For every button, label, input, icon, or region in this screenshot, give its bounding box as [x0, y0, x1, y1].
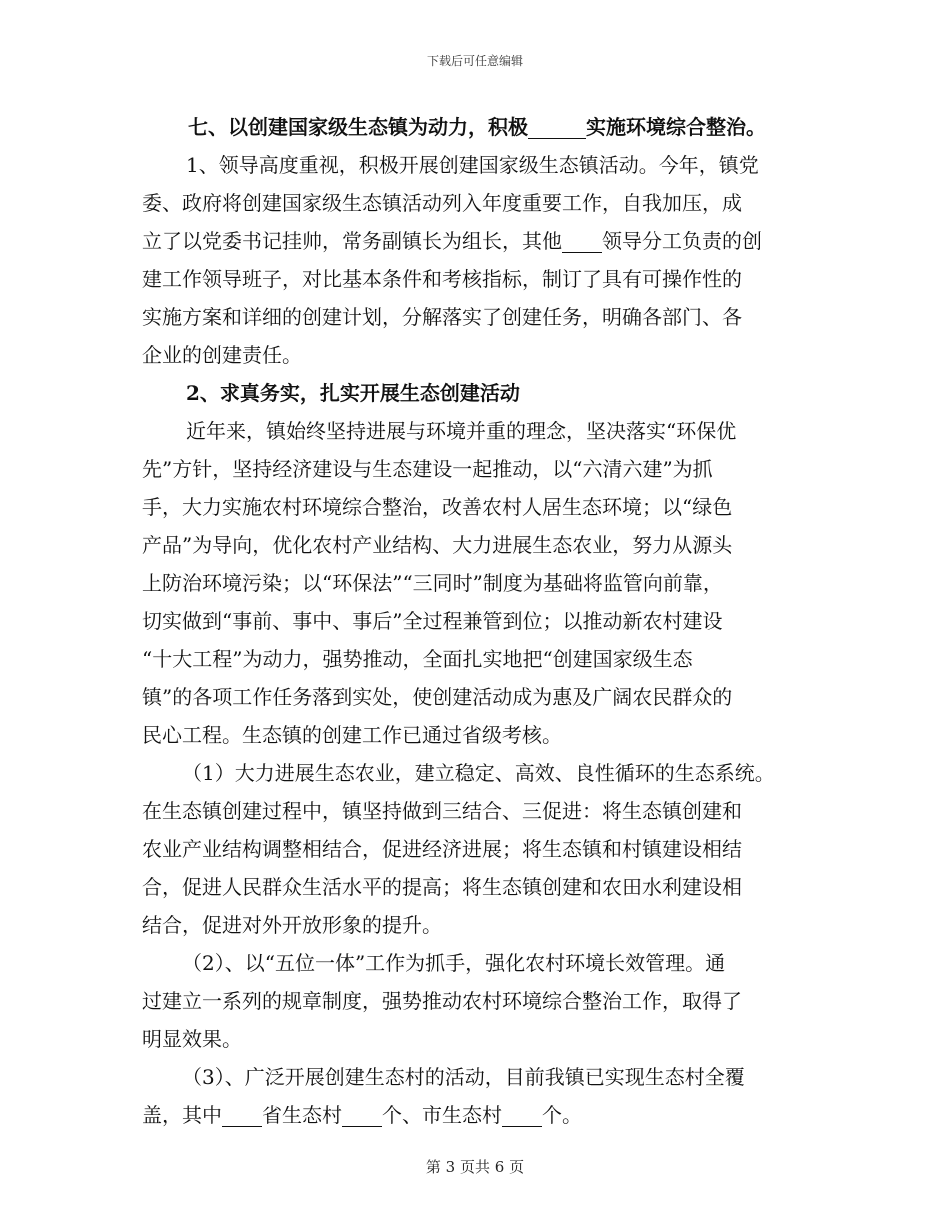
- paragraph-line: （1）大力进展生态农业，建立稳定、高效、良性循环的生态系统。: [182, 761, 775, 785]
- page-header: 下载后可任意编辑: [426, 54, 523, 68]
- paragraph-line: [142, 1096, 822, 1134]
- subsection-heading: 2、求真务实，扎实开展生态创建活动: [186, 381, 520, 405]
- text-segment: 盖，其中: [142, 1103, 222, 1127]
- paragraph-line: 合，促进人民群众生活水平的提高；将生态镇创建和农田水利建设相: [142, 875, 742, 899]
- paragraph-line: [142, 222, 822, 260]
- paragraph-line: 委、政府将创建国家级生态镇活动列入年度重要工作，自我加压，成: [142, 191, 742, 215]
- paragraph-line: （3）、广泛开展创建生态村的活动，目前我镇已实现生态村全覆: [182, 1065, 745, 1089]
- paragraph-line: 农业产业结构调整相结合，促进经济进展；将生态镇和村镇建设相结: [142, 837, 742, 861]
- page-footer: 第 3 页共 6 页: [425, 1158, 525, 1176]
- paragraph-line: “十大工程”为动力，强势推动，全面扎实地把“创建国家级生态: [142, 647, 693, 671]
- paragraph-line: 1、领导高度重视，积极开展创建国家级生态镇活动。今年，镇党: [186, 153, 759, 177]
- text-segment: 个、市生态村: [382, 1103, 502, 1127]
- blank-underline: [502, 1104, 542, 1127]
- paragraph-line: 明显效果。: [142, 1027, 242, 1051]
- paragraph-line: 企业的创建责任。: [142, 343, 302, 367]
- paragraph-line: 民心工程。生态镇的创建工作已通过省级考核。: [142, 723, 562, 747]
- paragraph-line: 近年来，镇始终坚持进展与环境并重的理念，坚决落实“环保优: [186, 419, 737, 443]
- text-segment: 立了以党委书记挂帅，常务副镇长为组长，其他: [142, 229, 562, 253]
- blank-underline: [562, 230, 602, 253]
- heading-text: 七、以创建国家级生态镇为动力，积极: [188, 115, 528, 139]
- document-body: [142, 108, 822, 1134]
- paragraph-line: 先”方针，坚持经济建设与生态建设一起推动，以“六清六建”为抓: [142, 457, 713, 481]
- text-segment: 个。: [542, 1103, 582, 1127]
- section-heading: [142, 108, 822, 146]
- text-segment: 领导分工负责的创: [602, 229, 762, 253]
- paragraph-line: 过建立一系列的规章制度，强势推动农村环境综合整治工作，取得了: [142, 989, 742, 1013]
- paragraph-line: 实施方案和详细的创建计划，分解落实了创建任务，明确各部门、各: [142, 305, 742, 329]
- blank-underline: [222, 1104, 262, 1127]
- heading-text: 实施环境综合整治。: [586, 115, 766, 139]
- paragraph-line: 手，大力实施农村环境综合整治，改善农村人居生态环境；以“绿色: [142, 495, 733, 519]
- paragraph-line: 上防治环境污染；以“环保法”“三同时”制度为基础将监管向前靠，: [142, 571, 723, 595]
- paragraph-line: 结合，促进对外开放形象的提升。: [142, 913, 442, 937]
- blank-underline: [528, 116, 586, 139]
- paragraph-line: （2）、以“五位一体”工作为抓手，强化农村环境长效管理。通: [182, 951, 726, 975]
- paragraph-line: 在生态镇创建过程中，镇坚持做到三结合、三促进：将生态镇创建和: [142, 799, 742, 823]
- paragraph-line: 镇”的各项工作任务落到实处，使创建活动成为惠及广阔农民群众的: [142, 685, 733, 709]
- paragraph-line: 切实做到“事前、事中、事后”全过程兼管到位；以推动新农村建设: [142, 609, 723, 633]
- blank-underline: [342, 1104, 382, 1127]
- paragraph-line: 建工作领导班子，对比基本条件和考核指标，制订了具有可操作性的: [142, 267, 742, 291]
- paragraph-line: 产品”为导向，优化农村产业结构、大力进展生态农业，努力从源头: [142, 533, 733, 557]
- text-segment: 省生态村: [262, 1103, 342, 1127]
